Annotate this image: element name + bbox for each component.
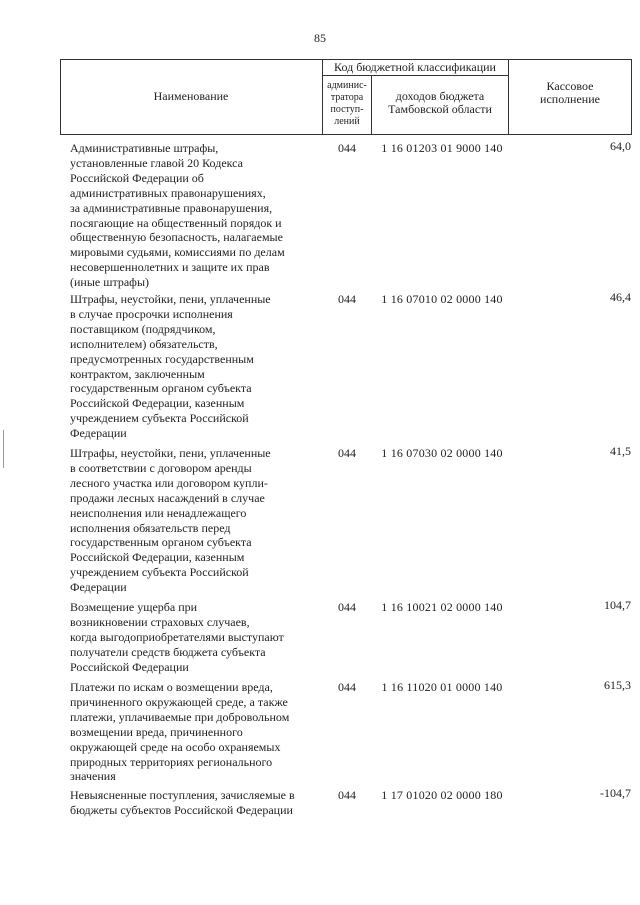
header-admin — [322, 80, 372, 128]
row-name-line: лесного участка или договором купли- — [70, 475, 268, 490]
row-name-line: неисполнения или ненадлежащего — [70, 505, 247, 520]
row-name-line: продажи лесных насаждений в случае — [70, 490, 265, 505]
row-name — [70, 788, 332, 818]
row-name-line: возмещении вреда, причиненного — [70, 724, 243, 739]
row-amount: 64,0 — [610, 139, 631, 153]
row-name-line: поставщиком (подрядчиком, — [70, 321, 216, 336]
scan-edge-mark — [3, 430, 4, 468]
row-revenue-code: 1 17 01020 02 0000 180 — [381, 788, 503, 802]
row-amount: 41,5 — [610, 444, 631, 458]
row-name-line: государственным органом субъекта — [70, 535, 252, 550]
header-execution-line: исполнение — [540, 92, 600, 106]
row-name-line: значения — [70, 769, 116, 784]
header-classification: Код бюджетной классификации — [334, 60, 496, 74]
row-admin-code: 044 — [338, 788, 356, 802]
row-name-line: получатели средств бюджета субъекта — [70, 644, 266, 659]
header-name: Наименование — [153, 89, 229, 103]
row-name-line: Федерации — [70, 426, 127, 441]
row-admin-code: 044 — [338, 292, 356, 306]
header-admin-line: поступ- — [330, 104, 364, 115]
page-number: 85 — [314, 31, 326, 45]
row-name-line: когда выгодоприобретателями выступают — [70, 629, 284, 644]
classification-divider — [322, 75, 508, 76]
header-revenue — [372, 90, 508, 116]
row-name-line: мировыми судьями, комиссиями по делам — [70, 245, 285, 260]
row-name-line: природных территориях регионального — [70, 754, 273, 769]
row-amount: 104,7 — [604, 598, 631, 612]
row-name-line: Возмещение ущерба при — [70, 600, 198, 614]
row-revenue-code: 1 16 11020 01 0000 140 — [381, 680, 503, 694]
row-name — [70, 141, 332, 290]
header-bottom-border — [60, 134, 632, 135]
header-admin-line: админис- — [327, 80, 367, 91]
row-name-line: Российской Федерации, казенным — [70, 550, 245, 565]
row-name-line: государственным органом субъекта — [70, 381, 252, 396]
row-name-line: причиненного окружающей среде, а также — [70, 694, 288, 709]
row-name-line: Российской Федерации об — [70, 170, 204, 185]
row-name — [70, 680, 332, 784]
header-admin-line: лений — [334, 116, 360, 127]
row-name-line: предусмотренных государственным — [70, 351, 254, 366]
row-name-line: исполнения обязательств перед — [70, 520, 231, 535]
row-name-line: административных правонарушениях, — [70, 185, 266, 200]
row-name-line: Невыясненные поступления, зачисляемые в — [70, 788, 295, 802]
row-name — [70, 292, 332, 441]
row-name-line: Российской Федерации, казенным — [70, 396, 245, 411]
row-amount: 46,4 — [610, 290, 631, 304]
header-revenue-line: Тамбовской области — [388, 102, 492, 116]
row-name-line: посягающие на общественный порядок и — [70, 215, 282, 230]
row-name-line: возникновении страховых случаев, — [70, 614, 250, 629]
table-header — [60, 59, 632, 135]
row-name-line: Федерации — [70, 580, 127, 595]
row-name-line: в соответствии с договором аренды — [70, 460, 252, 475]
row-name-line: окружающей среде на особо охраняемых — [70, 739, 281, 754]
header-execution-line: Кассовое — [546, 79, 594, 93]
row-admin-code: 044 — [338, 446, 356, 460]
row-name-line: в случае просрочки исполнения — [70, 306, 233, 321]
row-amount: 615,3 — [604, 678, 631, 692]
row-admin-code: 044 — [338, 600, 356, 614]
header-execution — [509, 80, 631, 106]
row-name-line: платежи, уплачиваемые при добровольном — [70, 709, 290, 724]
row-amount: -104,7 — [600, 786, 631, 800]
row-name-line: учреждением субъекта Российской — [70, 411, 249, 426]
row-name-line: учреждением субъекта Российской — [70, 565, 249, 580]
row-name — [70, 600, 332, 675]
header-right-border — [631, 59, 632, 135]
row-name-line: бюджеты субъектов Российской Федерации — [70, 802, 293, 817]
row-name-line: Штрафы, неустойки, пени, уплаченные — [70, 446, 271, 460]
row-admin-code: 044 — [338, 680, 356, 694]
header-admin-line: тратора — [330, 92, 364, 103]
row-name — [70, 446, 332, 595]
row-name-line: Российской Федерации — [70, 659, 189, 674]
row-admin-code: 044 — [338, 141, 356, 155]
row-name-line: несовершеннолетних и защите их прав — [70, 260, 270, 275]
row-name-line: исполнителем) обязательств, — [70, 336, 218, 351]
row-name-line: Платежи по искам о возмещении вреда, — [70, 680, 273, 694]
row-revenue-code: 1 16 07010 02 0000 140 — [381, 292, 503, 306]
row-revenue-code: 1 16 07030 02 0000 140 — [381, 446, 503, 460]
row-name-line: контрактом, заключенным — [70, 366, 205, 381]
row-revenue-code: 1 16 10021 02 0000 140 — [381, 600, 503, 614]
row-name-line: Штрафы, неустойки, пени, уплаченные — [70, 292, 271, 306]
row-name-line: (иные штрафы) — [70, 275, 150, 290]
row-revenue-code: 1 16 01203 01 9000 140 — [381, 141, 503, 155]
row-name-line: установленные главой 20 Кодекса — [70, 155, 243, 170]
row-name-line: Административные штрафы, — [70, 141, 219, 155]
row-name-line: общественную безопасность, налагаемые — [70, 230, 283, 245]
row-name-line: за административные правонарушения, — [70, 200, 273, 215]
header-revenue-line: доходов бюджета — [395, 89, 485, 103]
